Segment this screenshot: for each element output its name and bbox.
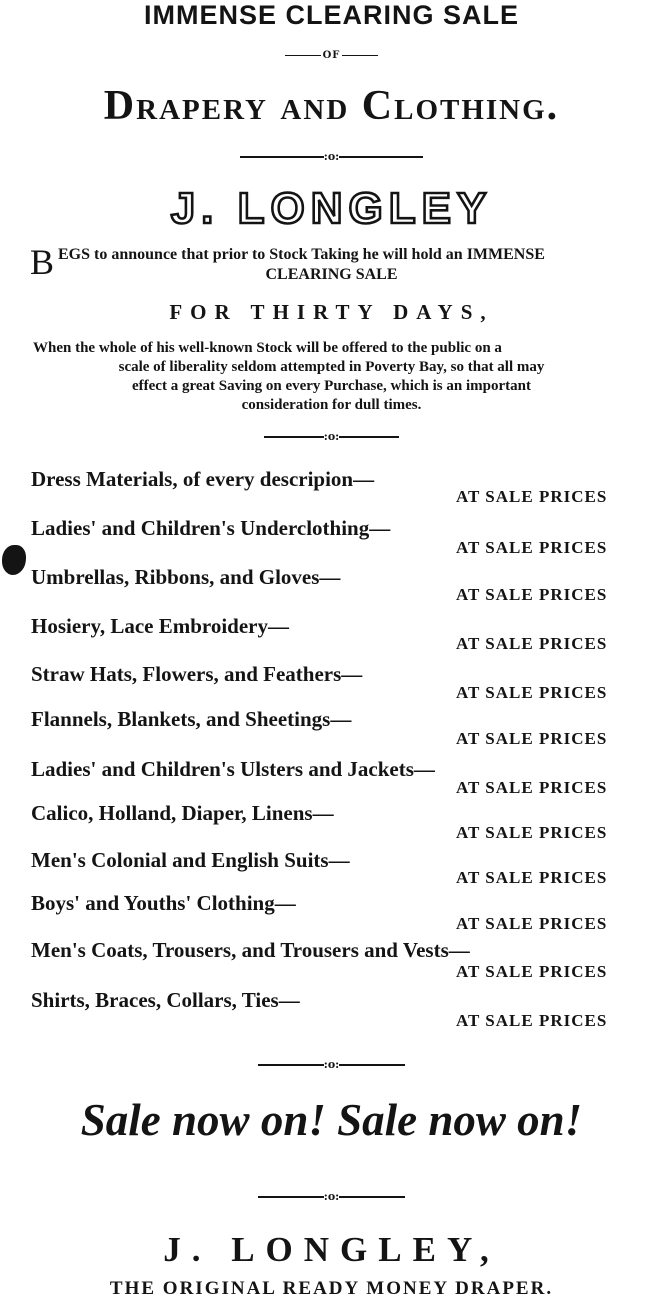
footer-name: J. LONGLEY,	[163, 1230, 500, 1269]
item-name: Hosiery, Lace Embroidery—	[31, 614, 289, 638]
paragraph-line-1: When the whole of his well-known Stock will be offered to the public on a	[33, 340, 502, 356]
item-price: AT SALE PRICES	[456, 778, 608, 797]
paragraph-line-2: scale of liberality seldom attempted in Poverty Bay, so that all may	[118, 359, 545, 375]
item-name: Men's Colonial and English Suits—	[31, 848, 350, 872]
item-price: AT SALE PRICES	[456, 634, 608, 653]
divider-2	[0, 430, 663, 443]
item-name: Straw Hats, Flowers, and Feathers—	[31, 662, 363, 686]
divider-4	[0, 1190, 663, 1203]
item-name: Dress Materials, of every descripion—	[31, 467, 375, 491]
item-name: Men's Coats, Trousers, and Trousers and Vests—	[31, 938, 470, 962]
headline: IMMENSE CLEARING SALE	[143, 0, 520, 30]
item-price: AT SALE PRICES	[456, 962, 608, 981]
divider-1	[0, 150, 663, 163]
divider-text: :o:	[323, 150, 340, 163]
paragraph-line-4: consideration for dull times.	[241, 397, 422, 413]
divider-text: :o:	[323, 1058, 340, 1071]
divider-text: :o:	[323, 1190, 340, 1203]
paragraph-line-3: effect a great Saving on every Purchase, which is an important	[132, 378, 531, 394]
ink-blot	[2, 545, 26, 575]
item-name: Calico, Holland, Diaper, Linens—	[31, 801, 334, 825]
item-price: AT SALE PRICES	[456, 487, 608, 506]
item-price: AT SALE PRICES	[456, 914, 608, 933]
divider-text: :o:	[323, 430, 340, 443]
item-name: Shirts, Braces, Collars, Ties—	[31, 988, 300, 1012]
announcement-line-1: EGS to announce that prior to Stock Taking he will hold an IMMENSE	[58, 246, 545, 263]
item-name: Ladies' and Children's Ulsters and Jackets—	[31, 757, 435, 781]
item-name: Umbrellas, Ribbons, and Gloves—	[31, 565, 341, 589]
item-price: AT SALE PRICES	[456, 868, 608, 887]
item-price: AT SALE PRICES	[456, 823, 608, 842]
of-line	[0, 50, 663, 61]
item-price: AT SALE PRICES	[456, 683, 608, 702]
item-price: AT SALE PRICES	[456, 1011, 608, 1030]
duration: FOR THIRTY DAYS,	[169, 300, 494, 324]
drop-cap: B	[30, 242, 55, 282]
divider-3	[0, 1058, 663, 1071]
item-name: Boys' and Youths' Clothing—	[31, 891, 296, 915]
item-price: AT SALE PRICES	[456, 729, 608, 748]
of-text: OF	[322, 50, 341, 61]
merchant-logo: J. LONGLEY	[170, 184, 493, 233]
item-price: AT SALE PRICES	[456, 585, 608, 604]
sale-slogan: Sale now on! Sale now on!	[80, 1095, 583, 1145]
item-name: Ladies' and Children's Underclothing—	[31, 516, 391, 540]
announcement-line-2: CLEARING SALE	[265, 266, 398, 283]
footer-tagline: THE ORIGINAL READY MONEY DRAPER.	[109, 1278, 554, 1299]
item-name: Flannels, Blankets, and Sheetings—	[31, 707, 352, 731]
subhead: Drapery and Clothing.	[103, 83, 560, 129]
item-price: AT SALE PRICES	[456, 538, 608, 557]
